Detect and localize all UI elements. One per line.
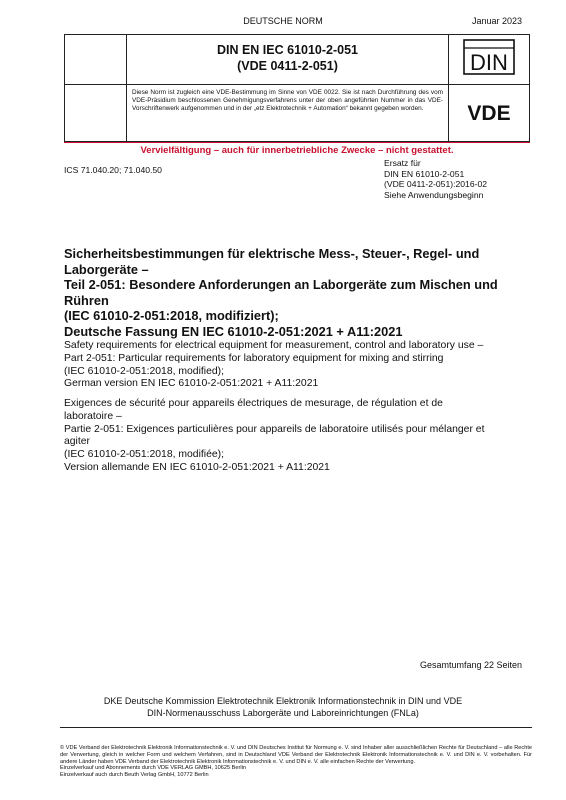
din-logo [449, 34, 530, 84]
title-en-line: Part 2-051: Particular requirements for laboratory equipment for mixing and stirring [64, 352, 444, 364]
title-de-line: Rühren [64, 292, 109, 308]
title-fr-line: Exigences de sécurité pour appareils électriques de mesurage, de régulation et de [64, 398, 443, 409]
title-de-line: Laborgeräte – [64, 261, 149, 277]
title-fr-line: (IEC 61010-2-051:2018, modifiée); [64, 449, 224, 461]
total-pages: Gesamtumfang 22 Seiten [419, 660, 522, 670]
din-logo-text: DIN [470, 50, 508, 75]
replacement-note: Siehe Anwendungsbeginn [384, 189, 484, 200]
title-box-left-top [64, 34, 127, 84]
copyright-notice: © VDE Verband der Elektrotechnik Elektronik Informationstechnik e. V. und DIN Deutsches Institut für Normung e. V. sind Inhaber aller ausschließlichen Rechte für Deutschland – alle Rechte der Verwertung, gleich in welcher Form und welchem Verfahren, sind in Deutschland VDE Verband der Elektrotechnik Elektronik Informationstechnik e. V. und DIN e. V. vorbehalten. Für andere Länder haben VDE Verband der Elektrotechnik Elektronik Informationstechnik e. V. und DIN e. V. alle einfachen Rechte der Verwertung. [60, 745, 532, 765]
title-en-line: (IEC 61010-2-051:2018, modified); [64, 365, 224, 377]
title-de-line: Deutsche Fassung EN IEC 61010-2-051:2021 + A11:2021 [64, 323, 403, 339]
replacement-info [384, 158, 487, 200]
standard-number-line2: (VDE 0411-2-051) [237, 59, 338, 73]
document-series: DEUTSCHE NORM [243, 16, 323, 26]
replacement-label: Ersatz für [384, 158, 421, 168]
title-fr-line: Version allemande EN IEC 61010-2-051:2021 + A11:2021 [64, 461, 330, 473]
title-english [64, 340, 534, 391]
replacement-line1: DIN EN 61010-2-051 [384, 168, 465, 179]
title-de-line: Teil 2-051: Besondere Anforderungen an Laborgeräte zum Mischen und [64, 277, 498, 293]
din-logo-icon [449, 34, 530, 84]
issue-date: Januar 2023 [471, 16, 522, 26]
replacement-line2: (VDE 0411-2-051):2016-02 [384, 179, 488, 190]
committee-line2: DIN-Normenausschuss Laborgeräte und Laboreinrichtungen (FNLa) [147, 708, 419, 718]
title-french [64, 398, 534, 475]
title-fr-line: agiter [64, 436, 90, 448]
standard-number [127, 34, 449, 84]
vde-notice: Diese Norm ist zugleich eine VDE-Bestimmung im Sinne von VDE 0022. Sie ist nach Durchführung des vom VDE-Präsidium beschlossenen Genehmigungsverfahrens unter der oben angeführten Nummer in das VDE-Vorschriftenwerk aufgenommen und in der „etz Elektrotechnik + Automation“ bekannt gegeben worden. [127, 84, 449, 142]
vde-logo [449, 84, 530, 142]
title-box-left-bottom [64, 84, 127, 142]
footer [60, 745, 532, 779]
title-de-line: (IEC 61010-2-051:2018, modifiziert); [64, 308, 279, 324]
committee [0, 695, 566, 719]
sales-line2: Einzelverkauf auch durch Beuth Verlag GmbH, 10772 Berlin [60, 772, 209, 779]
title-fr-line: Partie 2-051: Exigences particulières pour appareils de laboratoire utilisés pour mélanger et [64, 423, 485, 435]
sales-line1: Einzelverkauf und Abonnements durch VDE VERLAG GMBH, 10625 Berlin [60, 765, 246, 772]
title-german [64, 246, 534, 340]
title-en-line: Safety requirements for electrical equipment for measurement, control and laboratory use – [64, 340, 484, 351]
title-de-line: Sicherheitsbestimmungen für elektrische Mess-, Steuer-, Regel- und [64, 246, 480, 261]
standard-number-line1: DIN EN IEC 61010-2-051 [216, 43, 359, 57]
vde-logo-icon [449, 84, 530, 142]
warning-rule [64, 142, 530, 143]
footer-rule [60, 727, 532, 728]
committee-line1: DKE Deutsche Kommission Elektrotechnik Elektronik Informationstechnik in DIN und VDE [103, 696, 463, 706]
title-fr-line: laboratoire – [64, 410, 122, 422]
reproduction-warning: Vervielfältigung – auch für innerbetriebliche Zwecke – nicht gestattet. [140, 145, 454, 156]
vde-logo-text: VDE [467, 102, 511, 125]
ics-codes: ICS 71.040.20; 71.040.50 [64, 165, 162, 175]
title-en-line: German version EN IEC 61010-2-051:2021 + A11:2021 [64, 378, 319, 390]
